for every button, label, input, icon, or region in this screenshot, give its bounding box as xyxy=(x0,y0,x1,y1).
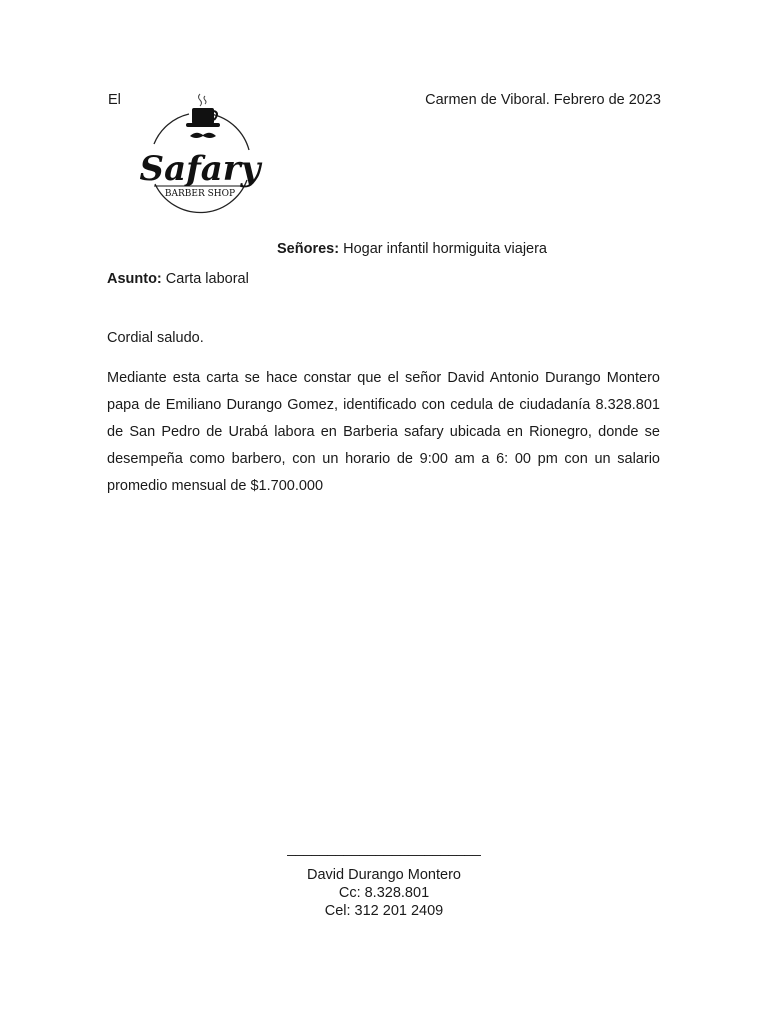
greeting: Cordial saludo. xyxy=(107,330,204,346)
subject-line xyxy=(107,270,249,288)
svg-text:BARBER SHOP: BARBER SHOP xyxy=(164,189,236,199)
signature-cel: Cel: 312 201 2409 xyxy=(324,903,444,919)
subject-value: Carta laboral xyxy=(165,271,249,287)
signature-block xyxy=(264,840,504,920)
subject-label: Asunto: xyxy=(107,271,162,287)
recipient-value: Hogar infantil hormiguita viajera xyxy=(343,241,547,257)
letter-body: Mediante esta carta se hace constar que el señor David Antonio Durango Montero papa de Emiliano Durango Gomez, identificado con cedula de ciudadanía 8.328.801 de San Pedro de Urabá labora en Barberia safary ubicada en Rionegro, donde se desempeña como barbero, con un horario de 9:00 am a 6: 00 pm con un salario promedio mensual de $1.700.000 xyxy=(107,370,660,494)
signature-rule: ________________________ xyxy=(287,841,481,857)
recipient-label: Señores: xyxy=(277,241,340,257)
recipient-line xyxy=(277,240,547,258)
header-el-prefix: El xyxy=(108,92,121,108)
safary-barber-shop-logo xyxy=(134,92,264,222)
signature-name: David Durango Montero xyxy=(307,867,461,883)
svg-text:Safary: Safary xyxy=(139,149,261,189)
signature-cc: Cc: 8.328.801 xyxy=(338,885,430,901)
date-line: Carmen de Viboral. Febrero de 2023 xyxy=(425,92,661,108)
